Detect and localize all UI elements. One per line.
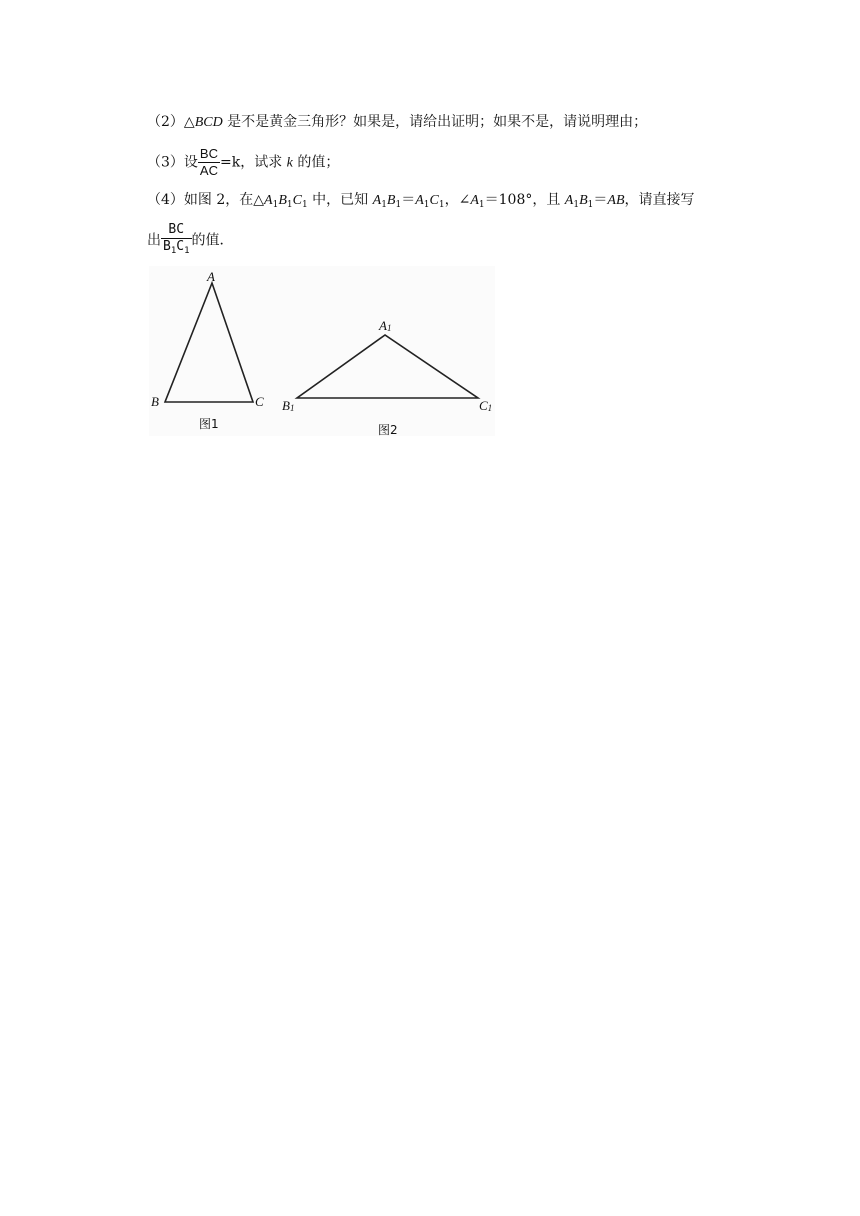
question-2 — [147, 112, 647, 133]
q3-mid: ，试求 — [240, 154, 287, 171]
figure-2-triangle — [297, 335, 478, 398]
label-c: C — [292, 193, 302, 208]
label-b: B — [278, 193, 287, 208]
figures — [149, 266, 495, 438]
question-4-line-1 — [147, 190, 695, 215]
fraction-numerator: BC — [199, 146, 218, 161]
q4-t2: ，∠ — [444, 192, 471, 208]
label-ab: AB — [607, 193, 625, 208]
q3-post: 的值； — [292, 154, 340, 171]
label-a: A — [564, 193, 574, 208]
q4-line2-pre: 出 — [147, 232, 161, 249]
q4-text: 如图 2，在△ — [183, 192, 265, 208]
q4-t4: ，请直接写 — [624, 192, 695, 208]
figure-2-caption: 图2 — [378, 423, 398, 437]
fraction-numerator: BC — [168, 222, 185, 237]
sub-1: 1 — [286, 200, 293, 210]
den-b: B — [163, 239, 171, 254]
figure-1-label-b: B — [151, 394, 159, 409]
figure-2-label-b: B1 — [282, 398, 295, 413]
q3-number: （3） — [147, 154, 184, 171]
q4-line2-post: 的值． — [191, 232, 234, 249]
fraction-denominator: AC — [199, 163, 218, 178]
figure-2-label-c: C1 — [479, 398, 493, 413]
label-a: A — [470, 193, 479, 208]
q2-text: 是不是黄金三角形？如果是，请给出证明；如果不是，请说明理由； — [222, 114, 648, 130]
figure-1-triangle — [165, 283, 253, 402]
label-c: C — [429, 193, 439, 208]
question-3 — [147, 146, 339, 179]
q4-t1: 中，已知 — [307, 192, 373, 208]
fraction-denominator — [161, 238, 192, 259]
label-a: A — [264, 193, 273, 208]
label-b: B — [579, 193, 588, 208]
q2-number: （2） — [147, 114, 184, 130]
den-sub-2: 1 — [184, 246, 190, 256]
figure-1-label-a: A — [207, 269, 215, 284]
den-c: C — [176, 239, 185, 254]
sub-1: 1 — [573, 200, 580, 210]
triangle-symbol: △ — [183, 114, 195, 130]
sub-1: 1 — [301, 200, 308, 210]
q4-t3: ＝108°，且 — [484, 192, 565, 208]
figure-2-label-a: A1 — [379, 318, 392, 333]
figure-1-caption: 图1 — [199, 417, 219, 431]
sub-1: 1 — [272, 200, 279, 210]
sub-1: 1 — [587, 200, 594, 210]
fraction-bc-ac — [198, 146, 220, 179]
question-4-line-2 — [147, 222, 234, 259]
sub-1: 1 — [478, 200, 485, 210]
den-sub-1: 1 — [170, 246, 177, 256]
figure-1-label-c: C — [255, 394, 264, 409]
label-b: B — [386, 193, 396, 208]
label-a: A — [372, 193, 382, 208]
q4-number: （4） — [147, 192, 184, 208]
sub-1: 1 — [438, 200, 445, 210]
sub-1: 1 — [381, 200, 387, 210]
label-a: A — [415, 193, 424, 208]
equals: ＝ — [593, 192, 608, 208]
triangle-bcd: BCD — [194, 115, 223, 130]
sub-1: 1 — [423, 200, 430, 210]
q3-pre: 设 — [183, 154, 198, 171]
equals: ＝ — [401, 192, 416, 208]
var-k: k — [286, 155, 293, 171]
fraction-bc-b1c1 — [161, 222, 192, 259]
q3-eq: =k — [219, 154, 241, 171]
sub-1: 1 — [395, 200, 402, 210]
